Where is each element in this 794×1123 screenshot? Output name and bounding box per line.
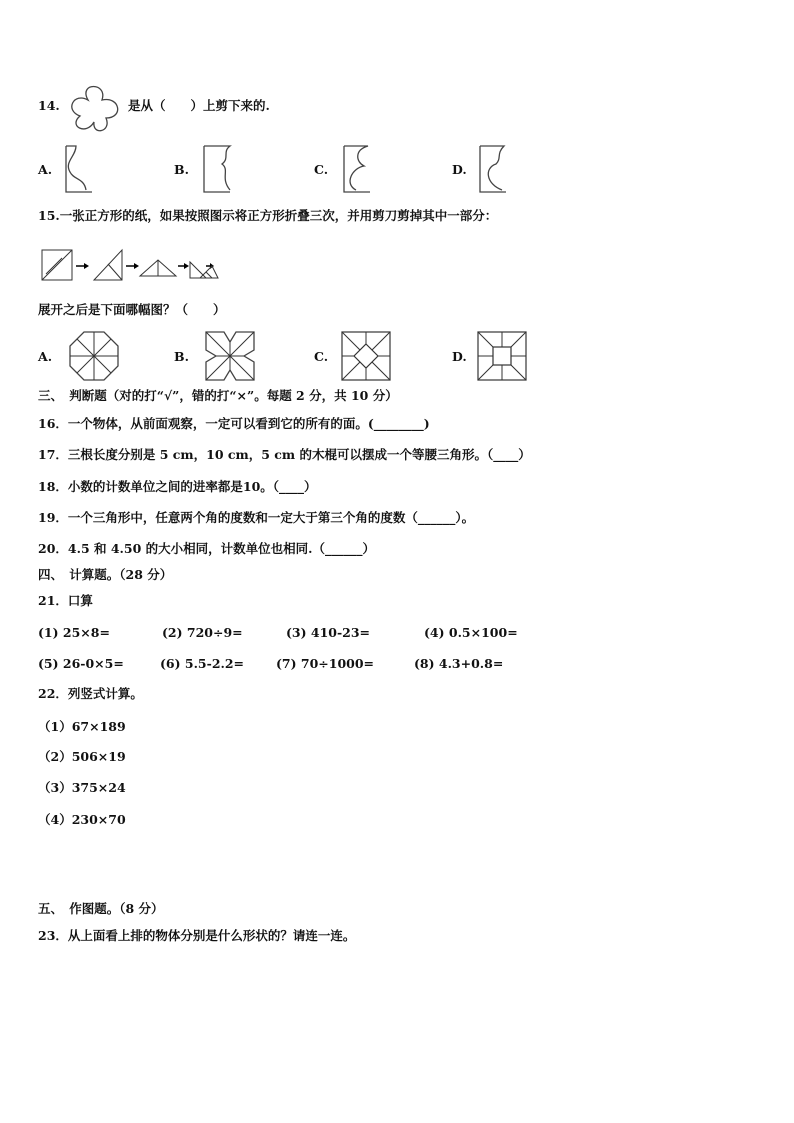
q14-option-b-label: B. xyxy=(174,162,189,177)
q21-item-4: (4) 0.5×100= xyxy=(424,625,518,640)
q21-item-6: (6) 5.5-2.2= xyxy=(160,656,245,671)
q21-item-5: (5) 26-0×5= xyxy=(38,656,124,671)
q15-option-d-figure xyxy=(476,330,528,382)
q18-text: 18．小数的计数单位之间的进率都是10。（____） xyxy=(38,479,317,494)
q19-text: 19．一个三角形中，任意两个角的度数和一定大于第三个角的度数（______）。 xyxy=(38,510,475,525)
q15-option-d-label: D. xyxy=(452,349,467,364)
q15-option-b-label: B. xyxy=(174,349,189,364)
q14-number: 14. xyxy=(38,98,60,113)
q15-option-a-label: A. xyxy=(38,349,53,364)
q21-item-2: (2) 720÷9= xyxy=(162,625,243,640)
cloud-shape-figure xyxy=(68,80,124,134)
q22-item-2: （2）506×19 xyxy=(38,749,126,764)
q22-item-3: （3）375×24 xyxy=(38,780,126,795)
q22-title: 22．列竖式计算。 xyxy=(38,686,143,701)
q14-option-b-figure xyxy=(200,144,236,194)
section3-title: 三、 判断题（对的打“√”，错的打“×”。每题 2 分，共 10 分） xyxy=(38,388,398,403)
q14-option-d-figure xyxy=(476,144,512,194)
q15-number: 15. xyxy=(38,208,60,223)
section5-title: 五、 作图题。（8 分） xyxy=(38,901,164,916)
q15-option-c-label: C. xyxy=(314,349,329,364)
q17-text: 17．三根长度分别是 5 cm，10 cm，5 cm 的木棍可以摆成一个等腰三角形。（____） xyxy=(38,447,531,462)
q14-option-a-label: A. xyxy=(38,162,53,177)
q21-item-3: (3) 410-23= xyxy=(286,625,371,640)
q15-option-c-figure xyxy=(340,330,392,382)
q22-item-4: （4）230×70 xyxy=(38,812,126,827)
q16-text: 16．一个物体，从前面观察，一定可以看到它的所有的面。(________) xyxy=(38,416,430,431)
q21-item-8: (8) 4.3+0.8= xyxy=(414,656,504,671)
q14-option-a-figure xyxy=(62,144,98,194)
q14-option-c-label: C. xyxy=(314,162,329,177)
section4-title: 四、 计算题。（28 分） xyxy=(38,567,173,582)
q15-option-b-figure xyxy=(204,330,256,382)
q15-option-a-octagon-figure xyxy=(68,330,120,382)
q21-item-7: (7) 70÷1000= xyxy=(276,656,375,671)
q20-text: 20．4.5 和 4.50 的大小相同，计数单位也相同.（______） xyxy=(38,541,375,556)
q22-item-1: （1）67×189 xyxy=(38,719,126,734)
q15-text: 一张正方形的纸，如果按照图示将正方形折叠三次，并用剪刀剪掉其中一部分： xyxy=(59,208,498,223)
q21-item-1: (1) 25×8= xyxy=(38,625,110,640)
q15-text-line xyxy=(38,208,497,224)
q14-option-c-figure xyxy=(340,144,376,194)
q21-title: 21．口算 xyxy=(38,593,93,608)
q15-question: 展开之后是下面哪幅图？（ ） xyxy=(38,302,226,317)
q23-text: 23．从上面看上排的物体分别是什么形状的？请连一连。 xyxy=(38,928,356,943)
q14-option-d-label: D. xyxy=(452,162,467,177)
q14-text: 是从（ ）上剪下来的. xyxy=(128,98,270,113)
folding-steps-figure xyxy=(40,244,220,284)
